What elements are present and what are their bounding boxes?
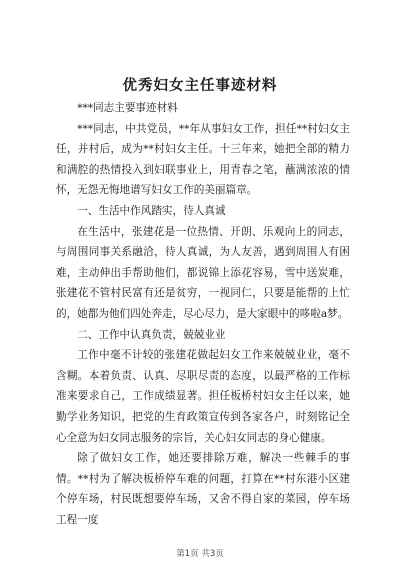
paragraph-work: 工作中毫不计较的张建花做起妇女工作来兢兢业业，毫不含糊。本着负责、认真、尽职尽责的态度，以最严格的工作标准来要求自己，工作成绩显著。担任板桥村妇女主任以来，她勤学业务知识，把党的生育政策宣传到各家各户，时刻铭记全心全意为妇女同志服务的宗旨，关心妇女同志的身心健康。 bbox=[56, 349, 350, 444]
document-title: 优秀妇女主任事迹材料 bbox=[122, 77, 278, 94]
document-body bbox=[56, 98, 350, 530]
paragraph-parking: 除了做妇女工作，她还要排除万难，解决一些棘手的事情。**村为了解决板桥停车难的问题，打算在**村东港小区建个停车场，村民既想要停车场，又舍不得自家的菜园，停车场工程一度 bbox=[56, 452, 350, 526]
paragraph-subtitle: ***同志主要事迹材料 bbox=[77, 102, 178, 114]
section-heading-work: 二、工作中认真负责，兢兢业业 bbox=[77, 328, 226, 341]
page-footer: 第1页 共3页 bbox=[176, 549, 224, 559]
section-heading-life: 一、生活中作风踏实，待人真诚 bbox=[77, 204, 226, 217]
paragraph-life: 在生活中，张建花是一位热情、开朗、乐观向上的同志，与周围同事关系融洽，待人真诚，为人友善，遇到周围人有困难，主动伸出手帮助他们，都说锦上添花容易，雪中送炭难，张建花不管村民富有还是贫穷，一视同仁，只要是能帮的上忙的，她都为他们四处奔走，尽心尽力，是大家眼中的哆啦a梦。 bbox=[56, 225, 350, 320]
paragraph-intro: ***同志，中共党员，**年从事妇女工作，担任**村妇女主任，并村后，成为**村妇女主任。十三年来，她把全部的精力和满腔的热情投入到妇联事业上，用青春之笔，蘸满浓浓的情怀，无怨无悔地谱写妇女工作的美丽篇章。 bbox=[56, 122, 350, 197]
